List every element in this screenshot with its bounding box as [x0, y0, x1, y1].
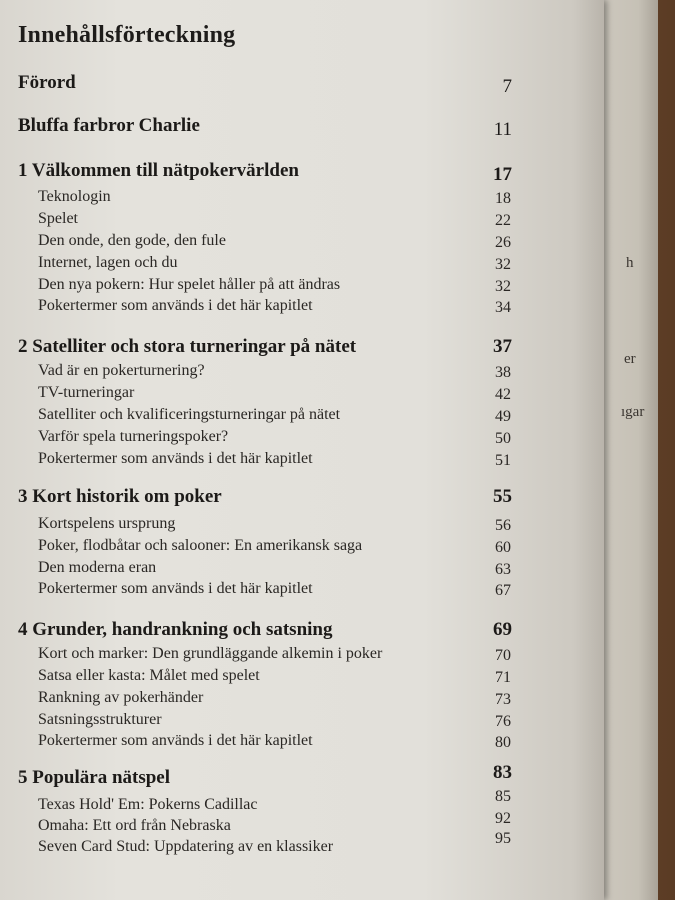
section-title: Varför spela turneringspoker?: [38, 428, 229, 445]
section-title: Pokertermer som används i det här kapitlet: [38, 450, 313, 467]
section-page: 34: [495, 299, 511, 316]
underlying-text-fragment: er: [624, 351, 636, 367]
section-entry: [38, 297, 511, 317]
section-entry: [38, 450, 511, 470]
chapter-3: [18, 486, 512, 510]
section-entry: [38, 580, 511, 600]
chapter-title: 1 Välkommen till nätpokervärlden: [18, 160, 299, 181]
section-page: 50: [495, 430, 511, 447]
section-page: 56: [495, 517, 511, 534]
section-title: Satelliter och kvalificeringsturneringar på nätet: [38, 406, 341, 423]
section-entry: [38, 362, 511, 382]
section-page: 80: [495, 734, 511, 751]
section-page: 71: [495, 669, 511, 686]
section-title: TV-turneringar: [38, 384, 135, 401]
section-title: Spelet: [38, 210, 78, 227]
toc-entry-bluffa: [18, 115, 512, 139]
section-entry: [38, 428, 511, 448]
section-entry: [38, 559, 511, 579]
underlying-text-fragment: ıgar: [621, 404, 645, 420]
section-title: Pokertermer som används i det här kapitlet: [38, 580, 313, 597]
chapter-5: [18, 762, 512, 791]
section-title: Pokertermer som används i det här kapitlet: [38, 732, 313, 749]
section-page: 32: [495, 256, 511, 273]
section-title: Satsningsstrukturer: [38, 711, 162, 728]
entry-title: Bluffa farbror Charlie: [18, 115, 200, 136]
section-entry: [38, 732, 511, 752]
section-page: 63: [495, 561, 511, 578]
section-page: 26: [495, 234, 511, 251]
section-title: Omaha: Ett ord från Nebraska: [38, 817, 231, 834]
toc-heading: Innehållsförteckning: [18, 22, 236, 48]
section-page: 32: [495, 278, 511, 295]
section-entry: [38, 689, 511, 709]
section-page: 67: [495, 582, 511, 599]
section-page: 76: [495, 713, 511, 730]
section-title: Kortspelens ursprung: [38, 515, 176, 532]
section-page: 22: [495, 212, 511, 229]
chapter-page: 83: [493, 762, 512, 783]
section-page: 42: [495, 386, 511, 403]
section-entry: [38, 810, 511, 837]
section-entry: [38, 667, 511, 687]
chapter-page: 55: [493, 486, 512, 507]
entry-title: Förord: [18, 72, 76, 93]
section-entry: [38, 645, 511, 665]
section-entry: [38, 384, 511, 404]
section-page: 51: [495, 452, 511, 469]
section-entry: [38, 515, 511, 535]
section-page: 18: [495, 190, 511, 207]
chapter-page: 37: [493, 336, 512, 357]
chapter-page: 69: [493, 619, 512, 640]
chapter-4: [18, 619, 512, 643]
section-entry: [38, 830, 511, 858]
section-entry: [38, 232, 511, 252]
section-title: Poker, flodbåtar och salooner: En amerikansk saga: [38, 537, 363, 554]
section-entry: [38, 254, 511, 274]
section-title: Texas Hold' Em: Pokerns Cadillac: [38, 796, 258, 813]
section-title: Pokertermer som används i det här kapitlet: [38, 297, 313, 314]
section-page: 49: [495, 408, 511, 425]
section-title: Den onde, den gode, den fule: [38, 232, 226, 249]
chapter-2: [18, 336, 512, 360]
chapter-title: 2 Satelliter och stora turneringar på nätet: [18, 336, 357, 357]
entry-page: 7: [502, 76, 512, 97]
section-page: 70: [495, 647, 511, 664]
section-page: 85: [495, 788, 511, 805]
section-entry: [38, 788, 511, 816]
section-page: 95: [495, 830, 511, 847]
chapter-page: 17: [493, 164, 512, 185]
chapter-title: 5 Populära nätspel: [18, 767, 171, 788]
underlying-text-fragment: h: [626, 255, 634, 271]
section-entry: [38, 711, 511, 731]
section-title: Kort och marker: Den grundläggande alkemin i poker: [38, 645, 383, 662]
section-entry: [38, 188, 511, 208]
section-title: Internet, lagen och du: [38, 254, 178, 271]
section-title: Den nya pokern: Hur spelet håller på att ändras: [38, 276, 341, 293]
section-page: 73: [495, 691, 511, 708]
section-title: Rankning av pokerhänder: [38, 689, 204, 706]
section-title: Teknologin: [38, 188, 111, 205]
toc-entry-forord: [18, 72, 512, 96]
section-title: Satsa eller kasta: Målet med spelet: [38, 667, 260, 684]
chapter-title: 3 Kort historik om poker: [18, 486, 222, 507]
section-entry: [38, 406, 511, 426]
section-page: 60: [495, 539, 511, 556]
section-entry: [38, 537, 511, 557]
section-title: Den moderna eran: [38, 559, 157, 576]
section-page: 92: [495, 810, 511, 827]
chapter-title: 4 Grunder, handrankning och satsning: [18, 619, 333, 640]
section-page: 38: [495, 364, 511, 381]
section-entry: [38, 210, 511, 230]
section-entry: [38, 276, 511, 296]
chapter-1: [18, 160, 512, 184]
section-title: Vad är en pokerturnering?: [38, 362, 205, 379]
section-title: Seven Card Stud: Uppdatering av en klassiker: [38, 838, 334, 855]
entry-page: 11: [493, 119, 512, 140]
